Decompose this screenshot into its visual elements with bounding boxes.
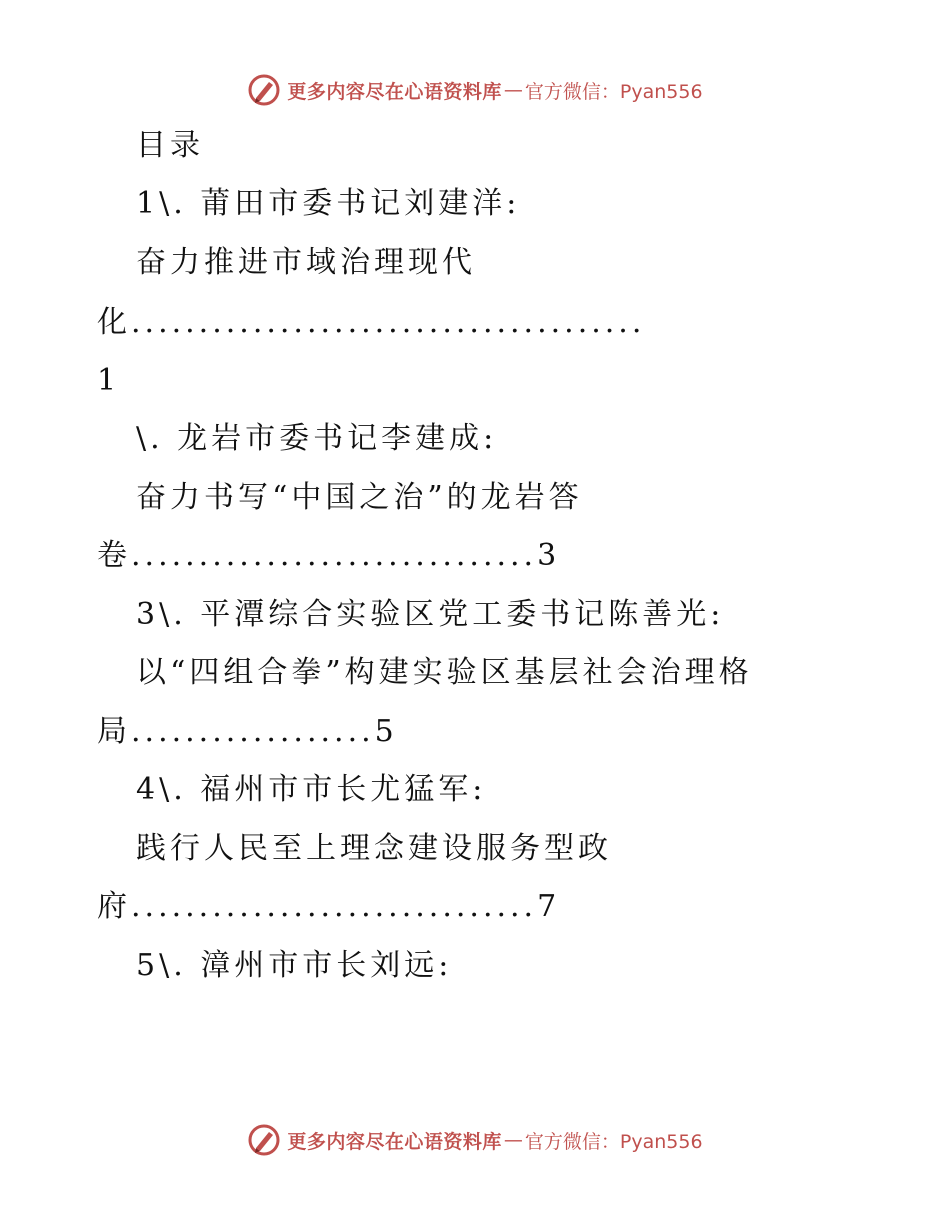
watermark-dash: — bbox=[503, 1129, 523, 1151]
pen-logo-icon bbox=[247, 1123, 281, 1157]
watermark-suffix: 官方微信：Pyan556 bbox=[524, 80, 703, 103]
toc-entry-1-heading: 1\. 莆田市委书记刘建洋: bbox=[136, 186, 521, 221]
toc-entry-3-heading: 3\. 平潭综合实验区党工委书记陈善光: bbox=[136, 597, 725, 632]
pen-logo-icon bbox=[247, 73, 281, 107]
toc-entry-3-leader: 局..................5 bbox=[97, 714, 398, 749]
toc-title: 目录 bbox=[136, 128, 204, 163]
toc-entry-1-leader: 化...................................... bbox=[97, 305, 646, 340]
watermark-prefix: 更多内容尽在心语资料库 bbox=[287, 1130, 502, 1153]
toc-entry-4-title: 践行人民至上理念建设服务型政 bbox=[136, 831, 612, 866]
toc-entry-4-heading: 4\. 福州市市长尤猛军: bbox=[136, 772, 487, 807]
toc-entry-1-page: 1 bbox=[97, 363, 121, 398]
watermark-prefix: 更多内容尽在心语资料库 bbox=[287, 80, 502, 103]
toc-entry-2-heading: \. 龙岩市委书记李建成: bbox=[136, 421, 498, 456]
watermark-suffix: 官方微信：Pyan556 bbox=[524, 1130, 703, 1153]
toc-entry-2-title: 奋力书写“中国之治”的龙岩答 bbox=[136, 480, 583, 515]
toc-entry-1-title: 奋力推进市域治理现代 bbox=[136, 245, 476, 280]
toc-entry-2-leader: 卷..............................3 bbox=[97, 538, 561, 573]
header-watermark bbox=[0, 70, 950, 110]
toc-entry-4-leader: 府..............................7 bbox=[97, 889, 561, 924]
toc-entry-3-title: 以“四组合拳”构建实验区基层社会治理格 bbox=[136, 655, 753, 690]
watermark-dash: — bbox=[503, 79, 523, 101]
footer-watermark bbox=[0, 1120, 950, 1160]
toc-entry-5-heading: 5\. 漳州市市长刘远: bbox=[136, 948, 453, 983]
